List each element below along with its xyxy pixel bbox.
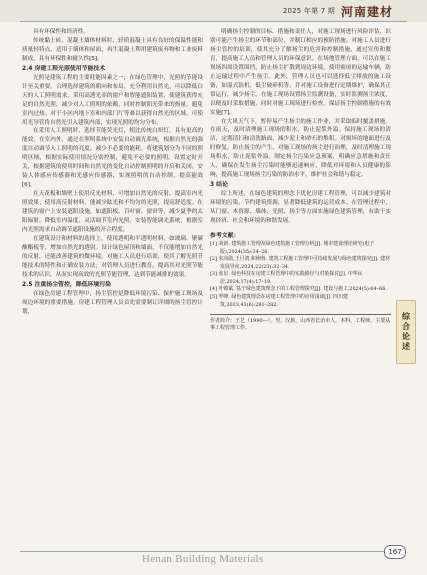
side-tab-label: 综合论述 [401,312,411,352]
author-note: 作者简介：王艺（1990—），男，汉族，山西省长治市人，本科，工程师，主要从事工程管理工作。 [210,317,391,332]
reference-item: [5] 罗峰. 绿色建筑理念在房建工程管理中的应用浅谈[J]. 四川建筑,2023,43(6):281–282. [210,294,348,308]
paragraph: 在天花板和墙壁上使用反光材料，可增加自然光的反射，提高室内光照效果；使用高反射材料，能减少眩光和不均匀的光照，提高舒适度。在建筑的窗户上安装遮阳设施，如遮阳板、百叶窗、窗帘等，减少夏季的太阳辐射，降低室内温度，灵活调节室内光照。安装智能调光系统，根据室内光照需求自动调节遮阳设施的开合程度。 [22,191,203,233]
page-number: 167 [384,545,406,559]
footer-divider [20,551,405,552]
left-column [22,28,203,317]
section-heading: 2.5 注重扬尘管控，降低环境污染 [22,281,112,288]
paragraph: 综上所述，在绿色建筑的理念下优化房建工程管理，可以减少建筑对环境的污染，节约建筑资源，显著降低建筑的运营成本。在管理过程中，从门窗、木资源、墙体、光照、扬尘等方面实施绿色建筑管理，有助于实现经济、社会和环境的和谐发展。 [210,191,391,225]
right-column-body [210,28,391,226]
references-list [210,241,391,309]
paragraph: 明确扬尘控制的目标、措施和责任人，对施工现场进行风险评估，识别可能产生扬尘的环节和部位，并制订相应的预防措施。对施工人员进行扬尘管控的培训，使其充分了解扬尘的危害和控制措施，通过宣传和教育，提高施工人员和管理人员的环保意识。在场地管理方面，可以在施工现场四周设置围挡，防止扬尘扩散到周边环境，使用密闭的运输车辆，防止运输过程中产生扬尘。此外，管理人员也可以选择低尘排放的施工设备，如湿式钻机、低尘破碎机等，并对施工设备进行定期维护，确保其正常运行，减少扬尘。在施工现场设置扬尘监测设备，实时监测扬尘浓度，以便及时采取措施，同时对施工现场进行检查，保证扬尘控制措施的有效实施[7]。 [210,29,391,116]
section-heading: 3 结论 [210,182,228,189]
issue-label: 2025 年第 7 期 [282,7,335,15]
paragraph: 光照是建筑工程的主要耗能因素之一，在绿色管理中，光照的节能设计至关重要。合理选择建筑的朝向和布局，充分利用自然光，可以降低白天的人工照明需求。采用高透光率的窗户和智能遮阳装置，使建筑获得充足的自然光照，减少对人工照明的依赖，同时控制阳光带来的热量，避免室内过热。对于小区内地下室和内部门厅等难以获得自然光的区域，可使用光导管将自然光引入建筑内部，实现光照的均匀分布。 [22,74,203,126]
paragraph: 传统黏土砖、混凝土墙体材料时，轻质混凝土具有良好的保温性能和质量轻特点，适用于墙体和屋面，再生混凝土利用建筑废弃物和工业废料制成，具有环保性和耐久性[5]。 [22,37,203,62]
paragraph: 具有环保性和经济性。 [33,29,89,35]
reference-item: [1] 刘新. 建筑施工管理及绿色建筑施工管理分析[J]. 城市建设理论研究(电子版),2024(35):24–26. [210,240,375,255]
paragraph: 在绿色房建工程管理中，扬尘管控是降低环境污染、保护施工现场及周边环境的重要措施。房建工程管理人员首先需要制订详细的扬尘管控计划， [22,290,203,315]
header-divider [20,21,407,22]
section-side-tab [396,300,416,364]
footer-journal-name: Henan Building Materials [142,553,264,565]
paragraph: 在采用人工照明时，选择节能荧光灯，相比传统白炽灯，具有更高的能效。在室内外，通过在照明系统中安装自动调光系统，根据自然光的强度自动调节人工照明的亮度，减少不必要的能耗。将建筑划分为不同的照明区域，根据实际使用情况分别控制，避免不必要的照明。设置定时开关，根据建筑的使用时间和自然光的变化自动控制照明的开启和关闭。安装人体感应传感器和光感应传感器，实现照明的自动控制，提高能效[6]。 [22,128,203,189]
section-heading: 2.4 房建工程光照使用节能技术 [22,65,106,72]
paragraph: 在大风天气下，暂停易产生扬尘的施工作业，并采取临时覆盖措施。在雨天，及时清理施工现场的积水，防止泥浆外溢。保持施工现场的清洁，定期清扫和清洗路面，减少泥土和砂石的堆积。对损坏的地面进行及时修复，防止扬尘的产生。对施工现场的扬尘进行治理，及时清理施工现场积水，防止泥浆外溢。制定扬尘污染应急预案，明确应急措施和责任人，确保在发生扬尘污染时能够迅速响应，降低对环境和人员健康的影响，提高施工现场扬尘污染的防治水平，维护社会和谐与稳定。 [210,118,391,179]
reference-item: [3] 张星. 绿色科技在房建工程管理中的实践路径与对策探讨[J]. 中华民居,2024,17(4):17–19. [210,271,363,285]
author-divider [210,314,391,315]
journal-logo: 河南建材 [340,5,393,19]
right-column [210,28,391,333]
reference-item: [2] 朱向勋,王旦鸿,和俐蓉. 建筑工程施工管理中可持续发展与绿色建筑探究[J]. 建材发展导向,2024,22(23):32–34. [210,256,391,270]
reference-item: [4] 叶锦斌. 基于绿色建筑理念下的工程管理探究[J]. 建设与施工,2024(5):64–66. [210,286,387,293]
paragraph: 在建筑设计和材料的选择上，使用透明和半透明材料，如玻璃、聚碳酸酯板等，增加自然光的透射。设计绿色屋顶和墙面，不仅能增加自然光的反射，还能改善建筑的微环境。对施工人员进行培训，使其了解光照节能技术的特性和正确安装方法；对管理人员进行教育，提高其对光照节能技术的认识，从而实现高效的光照节能管理，达到节能减排的效果。 [22,235,203,278]
references-title: 参考文献： [210,232,240,239]
